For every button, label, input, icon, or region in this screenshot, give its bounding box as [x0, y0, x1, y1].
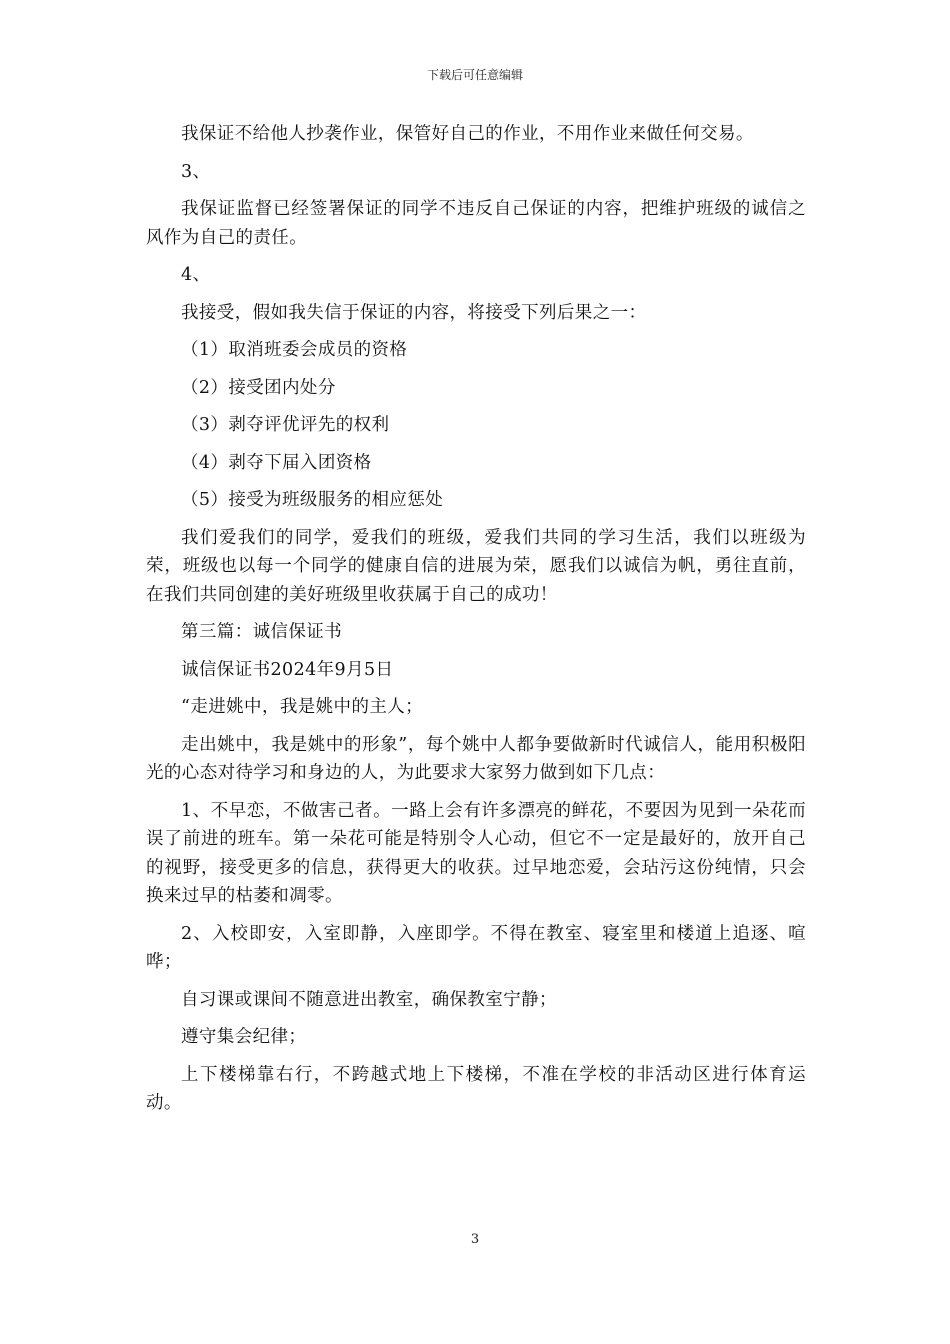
paragraph: 自习课或课间不随意进出教室，确保教室宁静；	[181, 989, 557, 1010]
section-title: 第三篇：诚信保证书	[181, 622, 343, 642]
document-body	[146, 120, 806, 1127]
section-number: 4、	[181, 265, 211, 285]
paragraph: 上下楼梯靠右行，不跨越式地上下楼梯，不准在学校的非活动区进行体育运动。	[146, 1064, 806, 1113]
paragraph: 走出姚中，我是姚中的形象”，每个姚中人都争要做新时代诚信人，能用积极阳光的心态对待学习和身边的人，为此要求大家努力做到如下几点：	[146, 734, 806, 783]
list-item: （3）剥夺评优评先的权利	[181, 415, 390, 435]
paragraph: 2、入校即安，入室即静，入座即学。不得在教室、寝室里和楼道上追逐、喧哗；	[146, 923, 806, 972]
paragraph: 我们爱我们的同学，爱我们的班级，爱我们共同的学习生活，我们以班级为荣，班级也以每一个同学的健康自信的进展为荣，愿我们以诚信为帆，勇往直前，在我们共同创建的美好班级里收获属于自己的成功！	[146, 527, 806, 605]
page-header: 下载后可任意编辑	[426, 68, 523, 82]
list-item: （2）接受团内处分	[181, 377, 336, 398]
paragraph: 我保证监督已经签署保证的同学不违反自己保证的内容，把维护班级的诚信之风作为自己的责任。	[146, 199, 806, 248]
paragraph: 我接受，假如我失信于保证的内容，将接受下列后果之一：	[181, 302, 647, 323]
list-item: （4）剥夺下届入团资格	[181, 452, 372, 473]
paragraph: 我保证不给他人抄袭作业，保管好自己的作业，不用作业来做任何交易。	[181, 124, 754, 144]
section-number: 3、	[181, 161, 211, 182]
list-item: （5）接受为班级服务的相应惩处	[181, 490, 444, 510]
paragraph: “走进姚中，我是姚中的主人；	[181, 697, 424, 717]
page-number: 3	[470, 1232, 480, 1247]
list-item: （1）取消班委会成员的资格	[181, 340, 408, 360]
paragraph: 遵守集会纪律；	[181, 1027, 307, 1047]
document-title-date: 诚信保证书2024年9月5日	[181, 659, 394, 680]
paragraph: 1、不早恋，不做害己者。一路上会有许多漂亮的鲜花，不要因为见到一朵花而误了前进的班车。第一朵花可能是特别令人心动，但它不一定是最好的，放开自己的视野，接受更多的信息，获得更大的收获。过早地恋爱，会玷污这份纯情，只会换来过早的枯萎和凋零。	[146, 800, 806, 906]
